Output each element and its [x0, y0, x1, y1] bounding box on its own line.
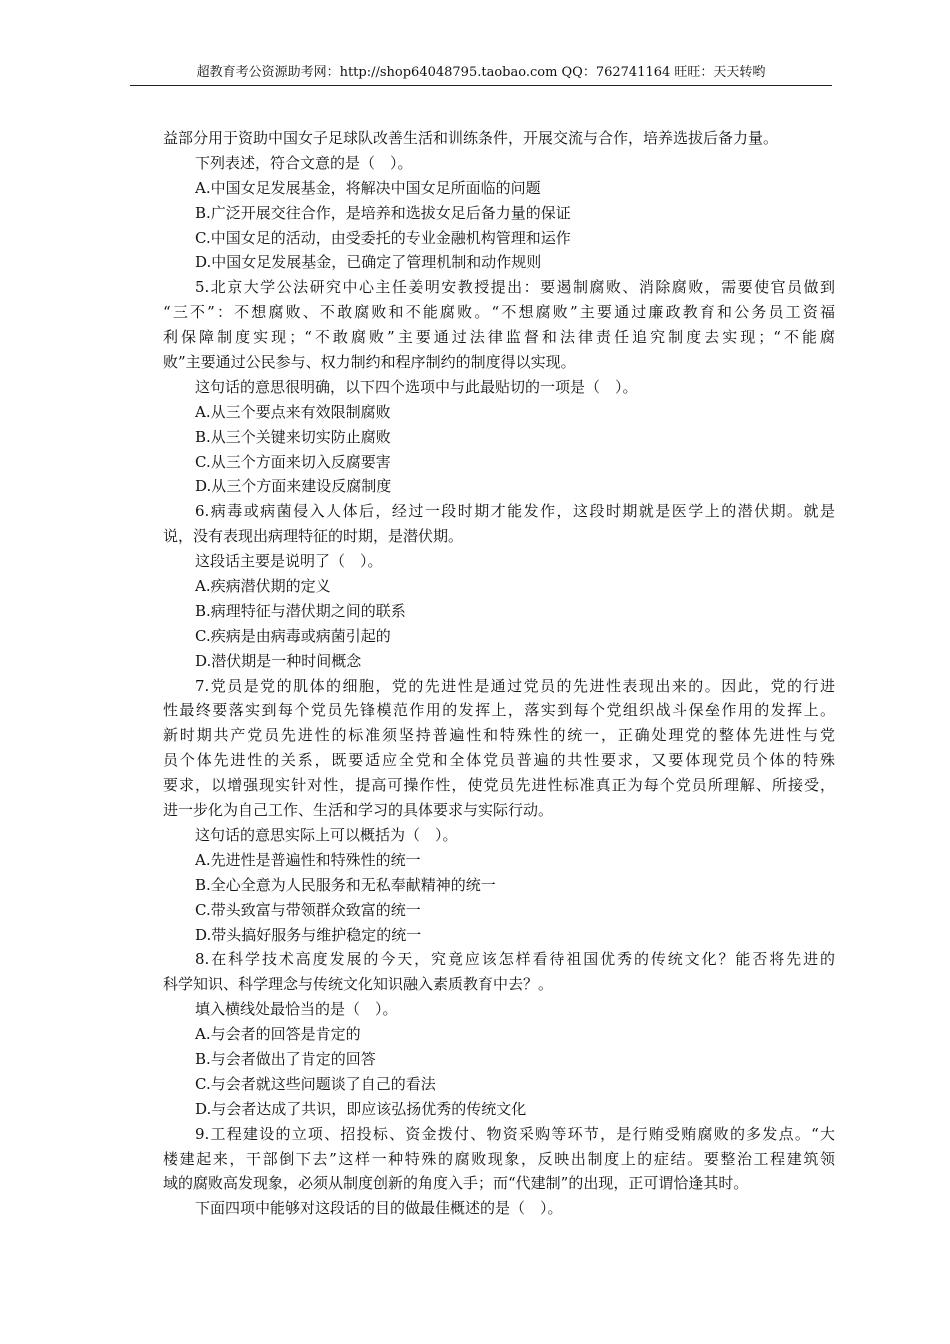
- document-body: [163, 126, 835, 1221]
- text-line: 科学知识、科学理念与传统文化知识融入素质教育中去？。: [163, 975, 554, 994]
- text-line: 7.党员是党的肌体的细胞，党的先进性是通过党员的先进性表现出来的。因此，党的行进: [195, 676, 835, 695]
- text-line: B.与会者做出了肯定的回答: [195, 1049, 376, 1068]
- text-line: A.疾病潜伏期的定义: [195, 577, 331, 596]
- text-line: 说，没有表现出病理特征的时期，是潜伏期。: [163, 527, 464, 546]
- text-line: C.从三个方面来切入反腐要害: [195, 452, 391, 471]
- text-line: C.疾病是由病毒或病菌引起的: [195, 626, 391, 645]
- header-divider: [130, 85, 832, 86]
- text-line: A.先进性是普遍性和特殊性的统一: [195, 850, 421, 869]
- text-line: D.潜伏期是一种时间概念: [195, 651, 362, 670]
- page-header: 超教育考公资源助考网：http://shop64048795.taobao.com QQ：762741164 旺旺：天天转哟: [196, 65, 766, 80]
- text-line: D.从三个方面来建设反腐制度: [195, 477, 392, 496]
- text-line: A.与会者的回答是肯定的: [195, 1025, 361, 1044]
- text-line: B.从三个关键来切实防止腐败: [195, 427, 391, 446]
- text-line: 性最终要落实到每个党员先锋模范作用的发挥上，落实到每个党组织战斗保垒作用的发挥上。: [163, 701, 835, 720]
- text-line: 这段话主要是说明了（ ）。: [195, 552, 383, 571]
- text-line: 利保障制度实现；“不敢腐败”主要通过法律监督和法律责任追究制度去实现；“不能腐: [163, 328, 835, 347]
- text-line: 这句话的意思很明确，以下四个选项中与此最贴切的一项是（ ）。: [195, 377, 638, 396]
- text-line: A.从三个要点来有效限制腐败: [195, 402, 391, 421]
- text-line: 进一步化为自己工作、生活和学习的具体要求与实际行动。: [163, 801, 554, 820]
- text-line: 填入横线处最恰当的是（ ）。: [195, 1000, 398, 1019]
- text-line: 5.北京大学公法研究中心主任姜明安教授提出：要遏制腐败、消除腐败，需要使官员做到: [195, 278, 835, 297]
- text-line: C.带头致富与带领群众致富的统一: [195, 900, 421, 919]
- text-line: B.广泛开展交往合作，是培养和选拔女足后备力量的保证: [195, 203, 571, 222]
- text-line: 8.在科学技术高度发展的今天，究竟应该怎样看待祖国优秀的传统文化？能否将先进的: [195, 950, 835, 969]
- text-line: A.中国女足发展基金，将解决中国女足所面临的问题: [195, 178, 541, 197]
- text-line: 新时期共产党员先进性的标准须坚持普遍性和特殊性的统一，正确处理党的整体先进性与党: [163, 726, 835, 745]
- text-line: 下列表述，符合文意的是（ ）。: [195, 153, 413, 172]
- text-line: “三不”：不想腐败、不敢腐败和不能腐败。“不想腐败”主要通过廉政教育和公务员工资福: [163, 303, 835, 322]
- text-line: 要求，以增强现实针对性，提高可操作性，使党员先进性标准真正为每个党员所理解、所接受，: [163, 776, 835, 795]
- text-line: 域的腐败高发现象，必须从制度创新的角度入手；而“代建制”的出现，正可谓恰逢其时。: [163, 1174, 749, 1193]
- text-line: D.中国女足发展基金，已确定了管理机制和动作规则: [195, 253, 542, 272]
- text-line: B.全心全意为人民服务和无私奉献精神的统一: [195, 875, 496, 894]
- text-line: 6.病毒或病菌侵入人体后，经过一段时期才能发作，这段时期就是医学上的潜伏期。就是: [195, 502, 835, 521]
- text-line: D.与会者达成了共识，即应该弘扬优秀的传统文化: [195, 1099, 527, 1118]
- text-line: C.中国女足的活动，由受委托的专业金融机构管理和运作: [195, 228, 571, 247]
- text-line: 楼建起来，干部倒下去”这样一种特殊的腐败现象，反映出制度上的症结。要整治工程建筑领: [163, 1149, 835, 1168]
- text-line: 这句话的意思实际上可以概括为（ ）。: [195, 825, 458, 844]
- text-line: 败”主要通过公民参与、权力制约和程序制约的制度得以实现。: [163, 353, 576, 372]
- text-line: C.与会者就这些问题谈了自己的看法: [195, 1074, 436, 1093]
- text-line: 益部分用于资助中国女子足球队改善生活和训练条件，开展交流与合作，培养选拔后备力量。: [163, 129, 779, 147]
- text-line: 员个体先进性的关系，既要适应全党和全体党员普遍的共性要求，又要体现党员个体的特殊: [163, 751, 835, 770]
- text-line: 下面四项中能够对这段话的目的做最佳概述的是（ ）。: [195, 1199, 563, 1218]
- text-line: D.带头搞好服务与维护稳定的统一: [195, 925, 422, 944]
- text-line: B.病理特征与潜伏期之间的联系: [195, 601, 406, 620]
- text-line: 9.工程建设的立项、招投标、资金拨付、物资采购等环节，是行贿受贿腐败的多发点。“大: [195, 1124, 835, 1143]
